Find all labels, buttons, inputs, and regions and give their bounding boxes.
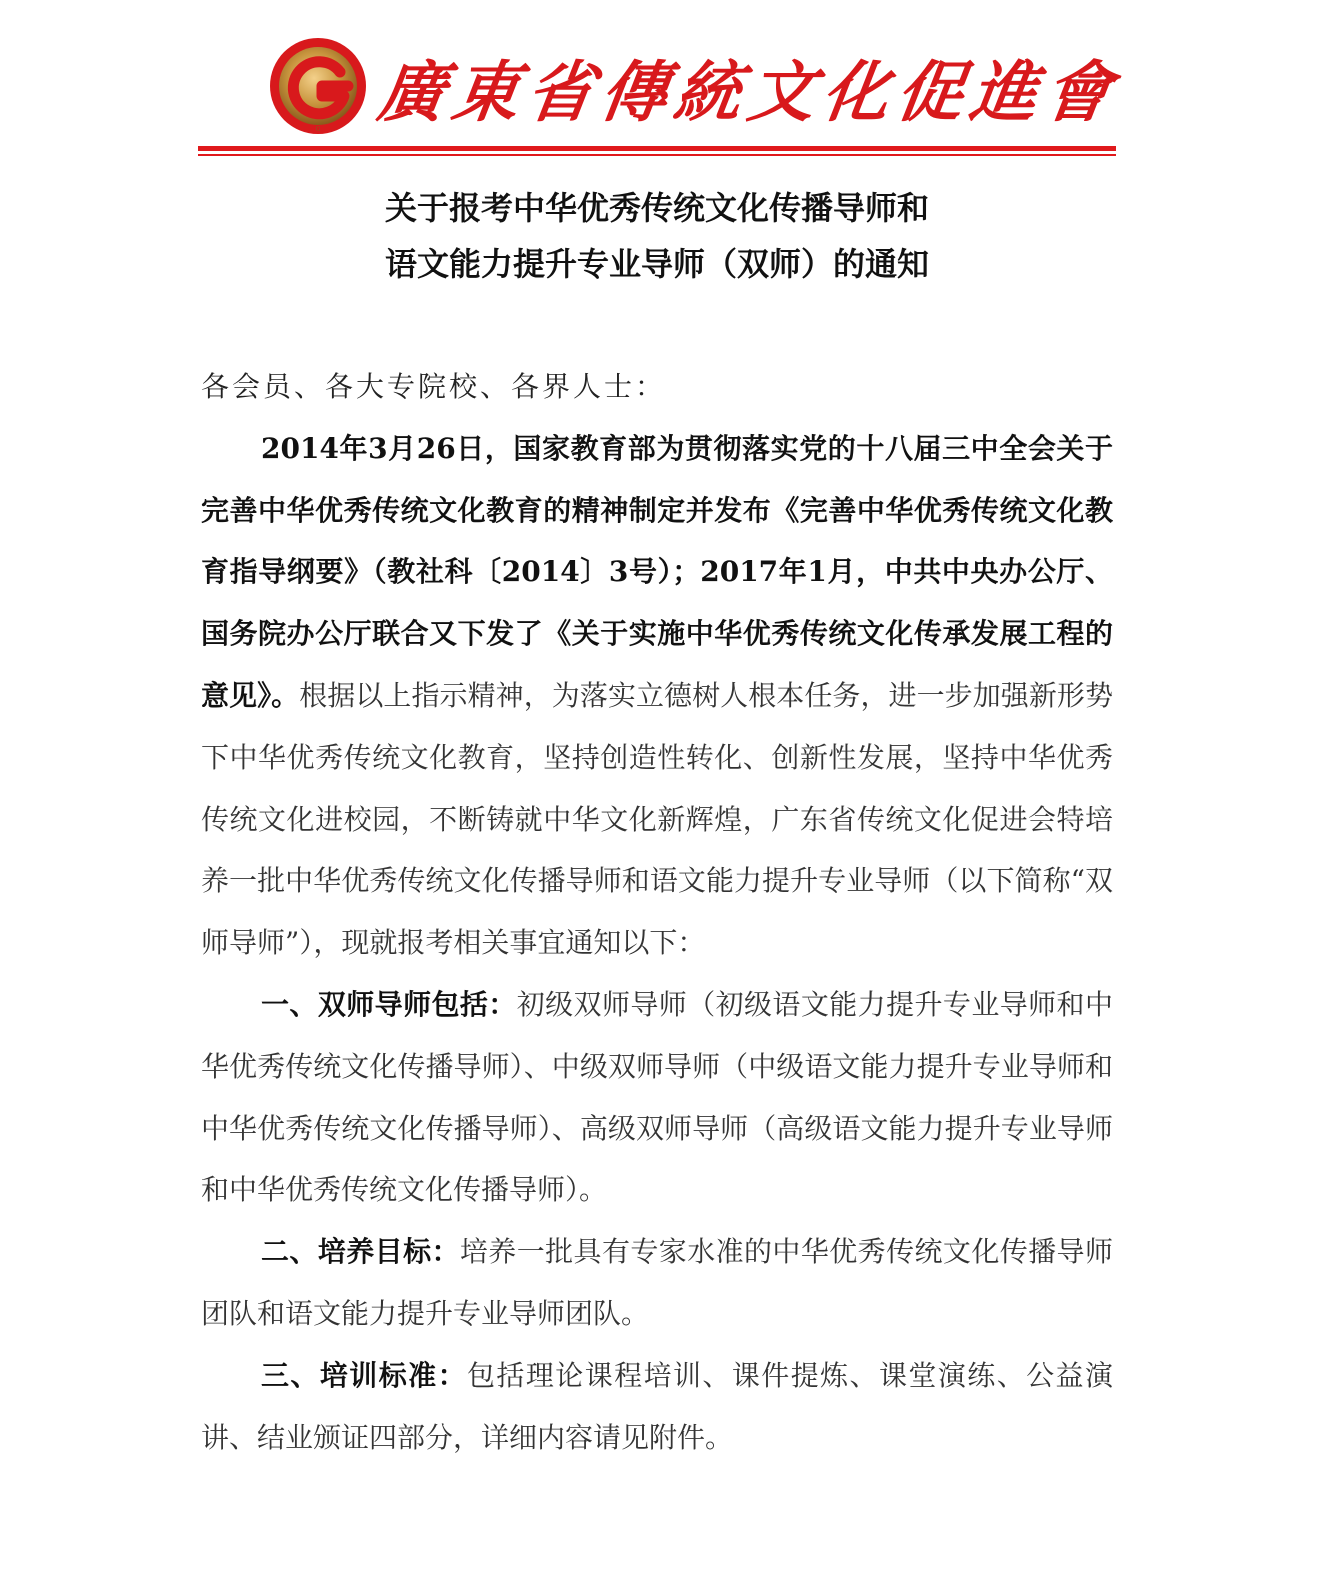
paragraph-background-policy: 2014年3月26日，国家教育部为贯彻落实党的十八届三中全会关于完善中华优秀传统文化教育的精神制定并发布《完善中华优秀传统文化教育指导纲要》（教社科〔2014〕3号）；2017年1月，中共中央办公厅、国务院办公厅联合又下发了《关于实施中华优秀传统文化传承发展工程的意见》。 [201, 431, 1113, 712]
paragraph-section-3 [201, 1345, 1113, 1469]
association-logo-icon [268, 36, 368, 136]
section-2-text: 培养一批具有专家水准的中华优秀传统文化传播导师团队和语文能力提升专业导师团队。 [201, 1235, 1113, 1330]
section-3-text: 包括理论课程培训、课件提炼、课堂演练、公益演讲、结业颁证四部分，详细内容请见附件。 [201, 1358, 1113, 1454]
organization-name [370, 46, 1121, 131]
org-name-char: 東 [447, 52, 525, 131]
org-name-char: 化 [817, 52, 895, 131]
paragraph-section-1 [201, 974, 1113, 1221]
org-name-char: 省 [521, 52, 599, 131]
letterhead [198, 28, 1116, 140]
paragraph-background-purpose: 根据以上指示精神，为落实立德树人根本任务，进一步加强新形势下中华优秀传统文化教育，坚持创造性转化、创新性发展，坚持中华优秀传统文化进校园，不断铸就中华文化新辉煌，广东省传统文化促进会特培养一批中华优秀传统文化传播导师和语文能力提升专业导师（以下简称“双师导师”），现就报考相关事宜通知以下： [201, 678, 1113, 960]
title-line-1: 关于报考中华优秀传统文化传播导师和 [384, 189, 929, 227]
org-name-char: 統 [669, 52, 747, 131]
paragraph-background [201, 418, 1113, 974]
salutation: 各会员、各大专院校、各界人士： [201, 370, 667, 403]
paragraph-section-2 [201, 1221, 1113, 1345]
section-1-heading: 一、双师导师包括： [261, 987, 517, 1021]
org-name-char: 促 [891, 52, 969, 131]
org-name-char: 傳 [595, 52, 673, 131]
org-name-char: 進 [965, 52, 1043, 131]
notice-title [198, 180, 1116, 292]
svg-text:G: G [315, 126, 321, 133]
section-2-heading: 二、培养目标： [261, 1235, 460, 1269]
org-name-char: 廣 [373, 52, 451, 131]
section-1-text: 初级双师导师（初级语文能力提升专业导师和中华优秀传统文化传播导师）、中级双师导师（中级语文能力提升专业导师和中华优秀传统文化传播导师）、高级双师导师（高级语文能力提升专业导师和中华优秀传统文化传播导师）。 [201, 987, 1113, 1207]
org-name-char: 文 [743, 52, 821, 131]
title-line-2: 语文能力提升专业导师（双师）的通知 [384, 245, 929, 283]
section-3-heading: 三、培训标准： [261, 1358, 467, 1392]
org-name-char: 會 [1039, 52, 1117, 131]
letterhead-divider-thin [198, 154, 1116, 156]
letterhead-divider-thick [198, 146, 1116, 151]
notice-body [201, 356, 1113, 1468]
